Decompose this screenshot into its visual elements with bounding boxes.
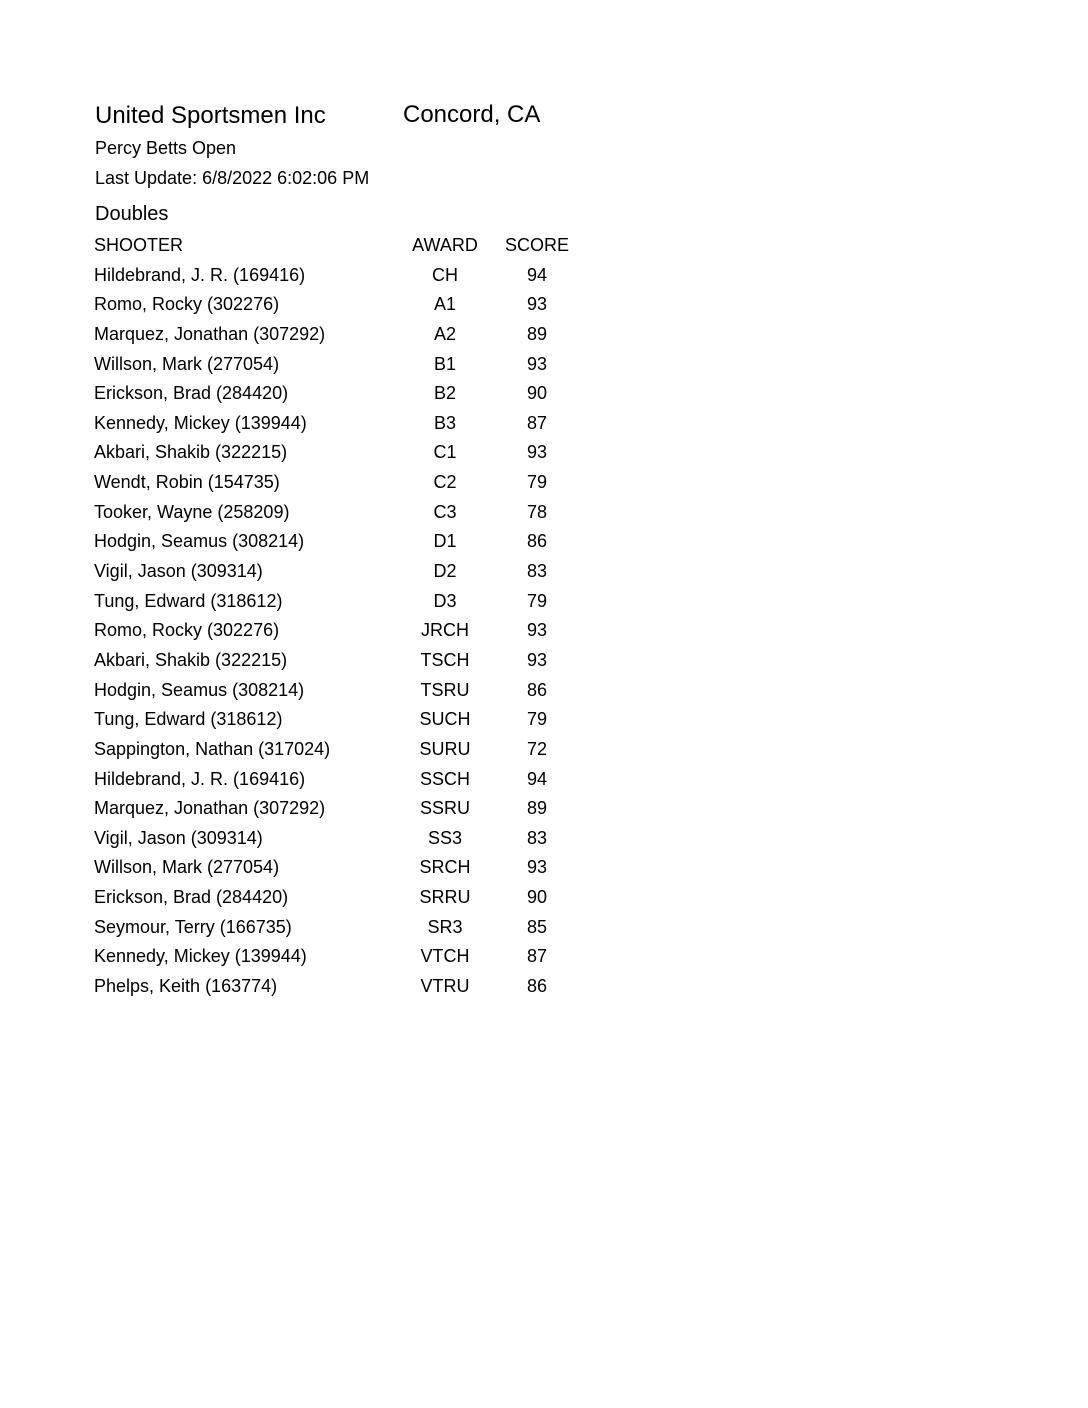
award-code: SSCH <box>419 768 470 789</box>
score-value: 83 <box>526 561 548 582</box>
shooter-name: Tooker, Wayne (258209) <box>94 501 290 522</box>
shooter-name: Erickson, Brad (284420) <box>94 383 289 404</box>
table-row <box>94 499 584 529</box>
award-code: SRCH <box>419 857 471 878</box>
score-value: 90 <box>526 383 548 404</box>
shooter-name: Hodgin, Seamus (308214) <box>94 531 305 552</box>
award-code: VTRU <box>420 976 470 997</box>
table-row <box>94 973 584 1003</box>
score-value: 86 <box>526 679 548 700</box>
table-header-row <box>94 232 584 262</box>
award-code: D2 <box>433 561 457 582</box>
shooter-name: Marquez, Jonathan (307292) <box>94 798 326 819</box>
shooter-name: Kennedy, Mickey (139944) <box>94 946 307 967</box>
table-row <box>94 617 584 647</box>
shooter-name: Phelps, Keith (163774) <box>94 976 278 997</box>
score-value: 90 <box>526 887 548 908</box>
award-code: SS3 <box>427 827 463 848</box>
score-value: 86 <box>526 531 548 552</box>
shooter-name: Hildebrand, J. R. (169416) <box>94 768 306 789</box>
shooter-name: Vigil, Jason (309314) <box>94 561 263 582</box>
score-value: 93 <box>526 294 548 315</box>
award-code: TSCH <box>420 649 470 670</box>
score-value: 79 <box>526 472 548 493</box>
award-code: SUCH <box>419 709 471 730</box>
award-code: B1 <box>433 353 457 374</box>
award-code: B3 <box>433 412 457 433</box>
score-value: 83 <box>526 827 548 848</box>
table-row <box>94 914 584 944</box>
award-code: TSRU <box>420 679 470 700</box>
table-row <box>94 706 584 736</box>
score-value: 93 <box>526 353 548 374</box>
score-value: 85 <box>526 916 548 937</box>
table-row <box>94 677 584 707</box>
award-code: JRCH <box>421 620 469 641</box>
shooter-name: Willson, Mark (277054) <box>94 353 280 374</box>
last-update: Last Update: 6/8/2022 6:02:06 PM <box>95 168 370 188</box>
shooter-name: Romo, Rocky (302276) <box>94 620 280 641</box>
score-value: 87 <box>526 946 548 967</box>
table-row <box>94 351 584 381</box>
award-code: B2 <box>433 383 457 404</box>
shooter-name: Marquez, Jonathan (307292) <box>94 323 326 344</box>
score-value: 94 <box>526 768 548 789</box>
table-row <box>94 825 584 855</box>
award-code: SSRU <box>419 798 470 819</box>
table-row <box>94 321 584 351</box>
score-value: 89 <box>526 798 548 819</box>
score-value: 93 <box>526 620 548 641</box>
table-row <box>94 766 584 796</box>
event-name: Percy Betts Open <box>95 138 237 158</box>
table-row <box>94 795 584 825</box>
score-value: 93 <box>526 857 548 878</box>
shooter-name: Erickson, Brad (284420) <box>94 887 289 908</box>
shooter-name: Akbari, Shakib (322215) <box>94 442 288 463</box>
shooter-name: Romo, Rocky (302276) <box>94 294 280 315</box>
score-value: 89 <box>526 323 548 344</box>
score-value: 87 <box>526 412 548 433</box>
organization-name: United Sportsmen Inc <box>95 102 326 129</box>
award-code: C3 <box>433 501 457 522</box>
award-code: VTCH <box>420 946 470 967</box>
location: Concord, CA <box>403 101 541 128</box>
column-header-award: AWARD <box>412 235 478 255</box>
table-body <box>94 262 584 1003</box>
score-value: 93 <box>526 442 548 463</box>
shooter-name: Sappington, Nathan (317024) <box>94 738 331 759</box>
table-row <box>94 410 584 440</box>
shooter-name: Seymour, Terry (166735) <box>94 916 292 937</box>
shooter-name: Tung, Edward (318612) <box>94 709 283 730</box>
table-row <box>94 528 584 558</box>
shooter-name: Hildebrand, J. R. (169416) <box>94 264 306 285</box>
award-code: SURU <box>419 738 471 759</box>
table-row <box>94 439 584 469</box>
award-code: D3 <box>433 590 457 611</box>
column-header-shooter: SHOOTER <box>94 235 184 255</box>
award-code: CH <box>432 264 458 285</box>
column-header-score: SCORE <box>504 235 569 255</box>
score-value: 79 <box>526 590 548 611</box>
shooter-name: Willson, Mark (277054) <box>94 857 280 878</box>
award-code: A2 <box>433 323 457 344</box>
shooter-name: Wendt, Robin (154735) <box>94 472 280 493</box>
award-code: A1 <box>433 294 457 315</box>
table-row <box>94 558 584 588</box>
score-value: 86 <box>526 976 548 997</box>
section-title: Doubles <box>95 203 169 225</box>
award-code: C1 <box>433 442 457 463</box>
table-row <box>94 291 584 321</box>
award-code: SRRU <box>419 887 471 908</box>
award-code: C2 <box>433 472 457 493</box>
score-value: 93 <box>526 649 548 670</box>
table-row <box>94 854 584 884</box>
score-value: 78 <box>526 501 548 522</box>
shooter-name: Hodgin, Seamus (308214) <box>94 679 305 700</box>
table-row <box>94 588 584 618</box>
shooter-name: Akbari, Shakib (322215) <box>94 649 288 670</box>
shooter-name: Tung, Edward (318612) <box>94 590 283 611</box>
shooter-name: Vigil, Jason (309314) <box>94 827 263 848</box>
award-code: D1 <box>433 531 457 552</box>
results-table <box>94 232 584 1003</box>
table-row <box>94 469 584 499</box>
score-value: 79 <box>526 709 548 730</box>
table-row <box>94 943 584 973</box>
award-code: SR3 <box>427 916 463 937</box>
shooter-name: Kennedy, Mickey (139944) <box>94 412 307 433</box>
table-row <box>94 884 584 914</box>
table-row <box>94 380 584 410</box>
score-value: 72 <box>526 738 548 759</box>
table-row <box>94 647 584 677</box>
table-row <box>94 736 584 766</box>
table-row <box>94 262 584 292</box>
score-value: 94 <box>526 264 548 285</box>
